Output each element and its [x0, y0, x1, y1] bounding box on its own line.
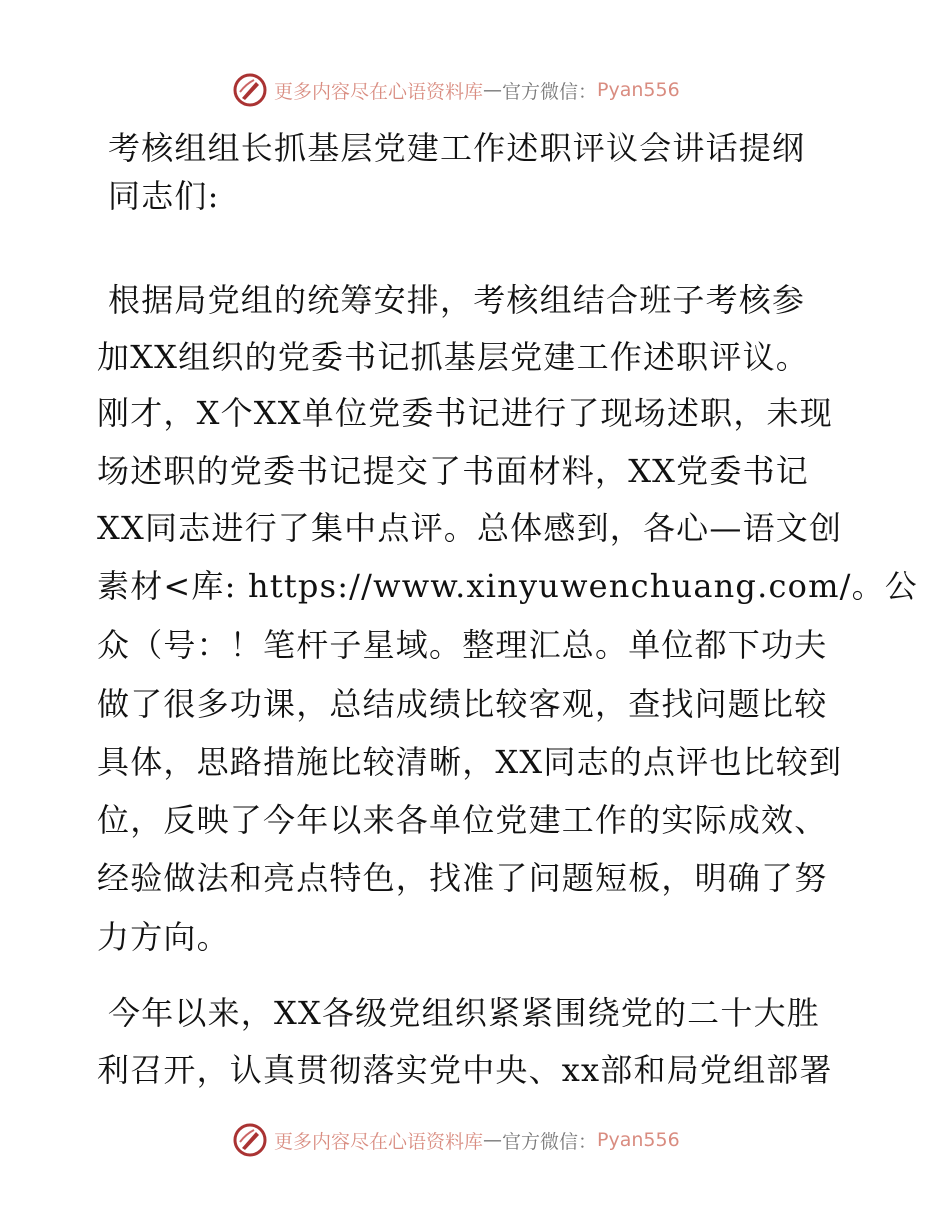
watermark-site: 更多内容尽在心语资料库: [274, 1130, 484, 1153]
paragraph-line: 素材<库: https://www.xinyuwenchuang.com/。公: [97, 567, 919, 605]
pen-logo-icon: [232, 72, 268, 108]
pen-logo-icon: [232, 1122, 268, 1158]
greeting: 同志们:: [108, 177, 220, 215]
watermark-account: Pyan556: [597, 1129, 680, 1151]
watermark-sep: —: [483, 1129, 503, 1151]
footer-watermark: [232, 1120, 680, 1160]
paragraph-line: 力方向。: [97, 918, 230, 956]
paragraph-line: 众（号：！笔杆子星域。整理汇总。单位都下功夫: [97, 626, 828, 664]
watermark-label: 官方微信：: [502, 80, 598, 103]
watermark-sep: —: [483, 79, 503, 101]
paragraph-line: 做了很多功课，总结成绩比较客观，查找问题比较: [97, 685, 828, 723]
paragraph-line: 具体，思路措施比较清晰，XX同志的点评也比较到: [97, 743, 843, 781]
paragraph-line: XX同志进行了集中点评。总体感到，各心—语文创: [97, 509, 843, 547]
watermark-account: Pyan556: [597, 79, 680, 101]
document-title: 考核组组长抓基层党建工作述职评议会讲话提纲: [108, 129, 806, 167]
header-watermark: [232, 70, 680, 110]
watermark-label: 官方微信：: [502, 1130, 598, 1153]
paragraph-line: 刚才，X个XX单位党委书记进行了现场述职，未现: [97, 394, 833, 432]
paragraph-line: 加XX组织的党委书记抓基层党建工作述职评议。: [97, 338, 809, 376]
paragraph-line: 根据局党组的统筹安排，考核组结合班子考核参: [108, 281, 806, 319]
paragraph-line: 今年以来，XX各级党组织紧紧围绕党的二十大胜: [108, 994, 820, 1032]
paragraph-line: 场述职的党委书记提交了书面材料，XX党委书记: [97, 452, 809, 490]
paragraph-line: 利召开，认真贯彻落实党中央、xx部和局党组部署: [97, 1051, 833, 1089]
watermark-site: 更多内容尽在心语资料库: [274, 80, 484, 103]
paragraph-line: 经验做法和亮点特色，找准了问题短板，明确了努: [97, 859, 828, 897]
paragraph-line: 位，反映了今年以来各单位党建工作的实际成效、: [97, 801, 828, 839]
